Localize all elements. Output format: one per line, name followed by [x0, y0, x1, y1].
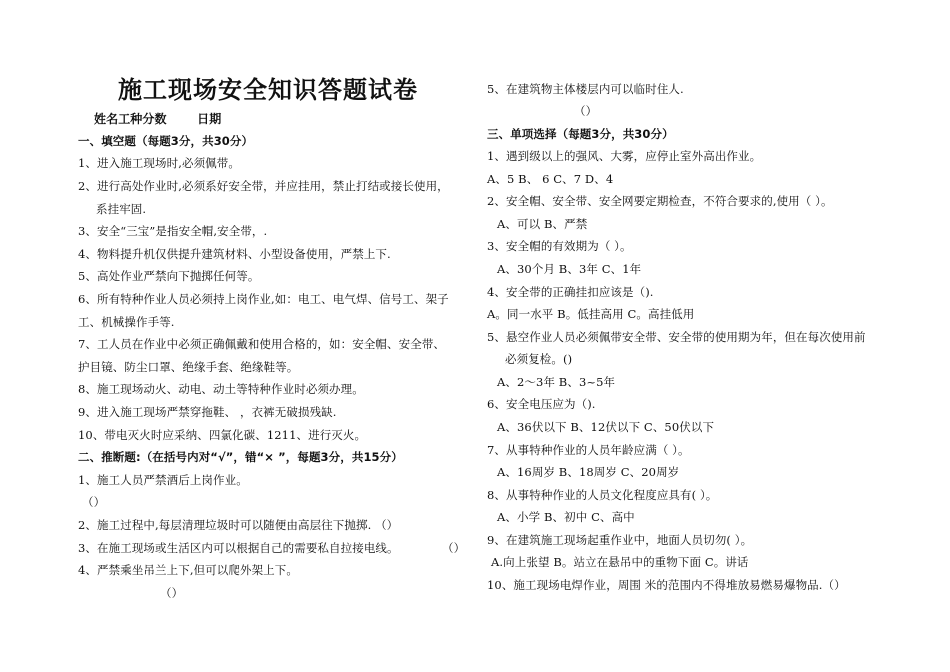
choice-options-3: A、30个月 B、3年 C、1年 [497, 262, 642, 276]
fill-question-7: 7、工人员在作业中必须正确佩戴和使用合格的，如：安全帽、安全带、 [78, 337, 446, 351]
choice-question-5-cont: 必须复检。() [505, 352, 573, 366]
fill-question-2: 2、进行高处作业时,必须系好安全带，并应挂用，禁止打结或接长使用， [78, 179, 449, 193]
fill-question-6: 6、所有特种作业人员必须持上岗作业,如：电工、电气焊、信号工、架子 [78, 292, 449, 306]
judge-question-2: 2、施工过程中,每层清理垃圾时可以随便由高层往下抛掷. （） [78, 518, 399, 532]
choice-question-1: 1、遇到级以上的强风、大雾，应停止室外高出作业。 [487, 149, 762, 163]
choice-question-6: 6、安全电压应为（). [487, 397, 596, 411]
section-judgement: 二、推断题:（在括号内对“√”，错“× ”，每题3分，共15分） [78, 450, 403, 464]
fill-question-6-cont: 工、机械操作手等. [78, 315, 175, 329]
page-title: 施工现场安全知识答题试卷 [118, 75, 418, 104]
choice-options-4: A。同一水平 B。低挂高用 C。高挂低用 [487, 307, 695, 321]
fill-question-8: 8、施工现场动火、动电、动土等特种作业时必须办理。 [78, 382, 364, 396]
choice-options-6: A、36伏以下 B、12伏以下 C、50伏以下 [497, 420, 715, 434]
judge-answer-3: （） [442, 541, 466, 555]
judge-question-1: 1、施工人员严禁酒后上岗作业。 [78, 473, 248, 487]
date-label: 日期 [197, 112, 222, 126]
fill-question-1: 1、进入施工现场时,必须佩带。 [78, 156, 240, 170]
fill-question-4: 4、物料提升机仅供提升建筑材料、小型设备使用，严禁上下. [78, 247, 391, 261]
choice-options-9: A.向上张望 B。站立在悬吊中的重物下面 C。讲话 [491, 555, 749, 569]
choice-question-9: 9、在建筑施工现场起重作业中，地面人员切勿( ）。 [487, 533, 753, 547]
fill-question-3: 3、安全“三宝”是指安全帽,安全带，. [78, 224, 268, 238]
choice-question-10: 10、施工现场电焊作业，周围 米的范围内不得堆放易燃易爆物品.（） [487, 578, 846, 592]
choice-options-7: A、16周岁 B、18周岁 C、20周岁 [497, 465, 680, 479]
choice-question-4: 4、安全带的正确挂扣应该是（). [487, 285, 654, 299]
choice-question-8: 8、从事特种作业的人员文化程度应具有( ）。 [487, 488, 718, 502]
choice-question-5: 5、悬空作业人员必须佩带安全带、安全带的使用期为年，但在每次使用前 [487, 330, 866, 344]
fill-question-7-cont: 护目镜、防尘口罩、绝缘手套、绝缘鞋等。 [78, 360, 299, 374]
choice-options-2: A、可以 B、严禁 [497, 217, 588, 231]
judge-answer-1: （） [82, 495, 106, 509]
choice-question-2: 2、安全帽、安全带、安全网要定期检查，不符合要求的,使用（ ）。 [487, 194, 833, 208]
fill-question-5: 5、高处作业严禁向下抛掷任何等。 [78, 269, 260, 283]
judge-answer-5: （） [574, 104, 598, 118]
name-type-score-label: 姓名工种分数 [94, 112, 167, 126]
fill-question-9: 9、进入施工现场严禁穿拖鞋、 ，衣裤无破损残缺. [78, 405, 337, 419]
judge-question-4: 4、严禁乘坐吊兰上下,但可以爬外架上下。 [78, 563, 298, 577]
choice-options-1: A、5 B、 6 C、7 D、4 [487, 172, 614, 186]
fill-question-2-cont: 系挂牢固. [96, 202, 147, 216]
exam-info-line [94, 111, 221, 127]
section-single-choice: 三、单项选择（每题3分，共30分） [487, 127, 674, 141]
section-fill-in: 一、填空题（每题3分，共30分） [78, 134, 254, 148]
choice-question-7: 7、从事特种作业的人员年龄应满（ ）。 [487, 443, 690, 457]
judge-question-3: 3、在施工现场或生活区内可以根据自己的需要私自拉接电线。 [78, 541, 399, 555]
choice-options-8: A、小学 B、初中 C、高中 [497, 510, 635, 524]
fill-question-10: 10、带电灭火时应采纳、四氯化碳、1211、进行灭火。 [78, 428, 367, 442]
judge-question-5: 5、在建筑物主体楼层内可以临时住人. [487, 82, 684, 96]
choice-options-5: A、2～3年 B、3~5年 [497, 375, 616, 389]
choice-question-3: 3、安全帽的有效期为（ ）。 [487, 239, 632, 253]
judge-answer-4: （） [160, 586, 184, 600]
